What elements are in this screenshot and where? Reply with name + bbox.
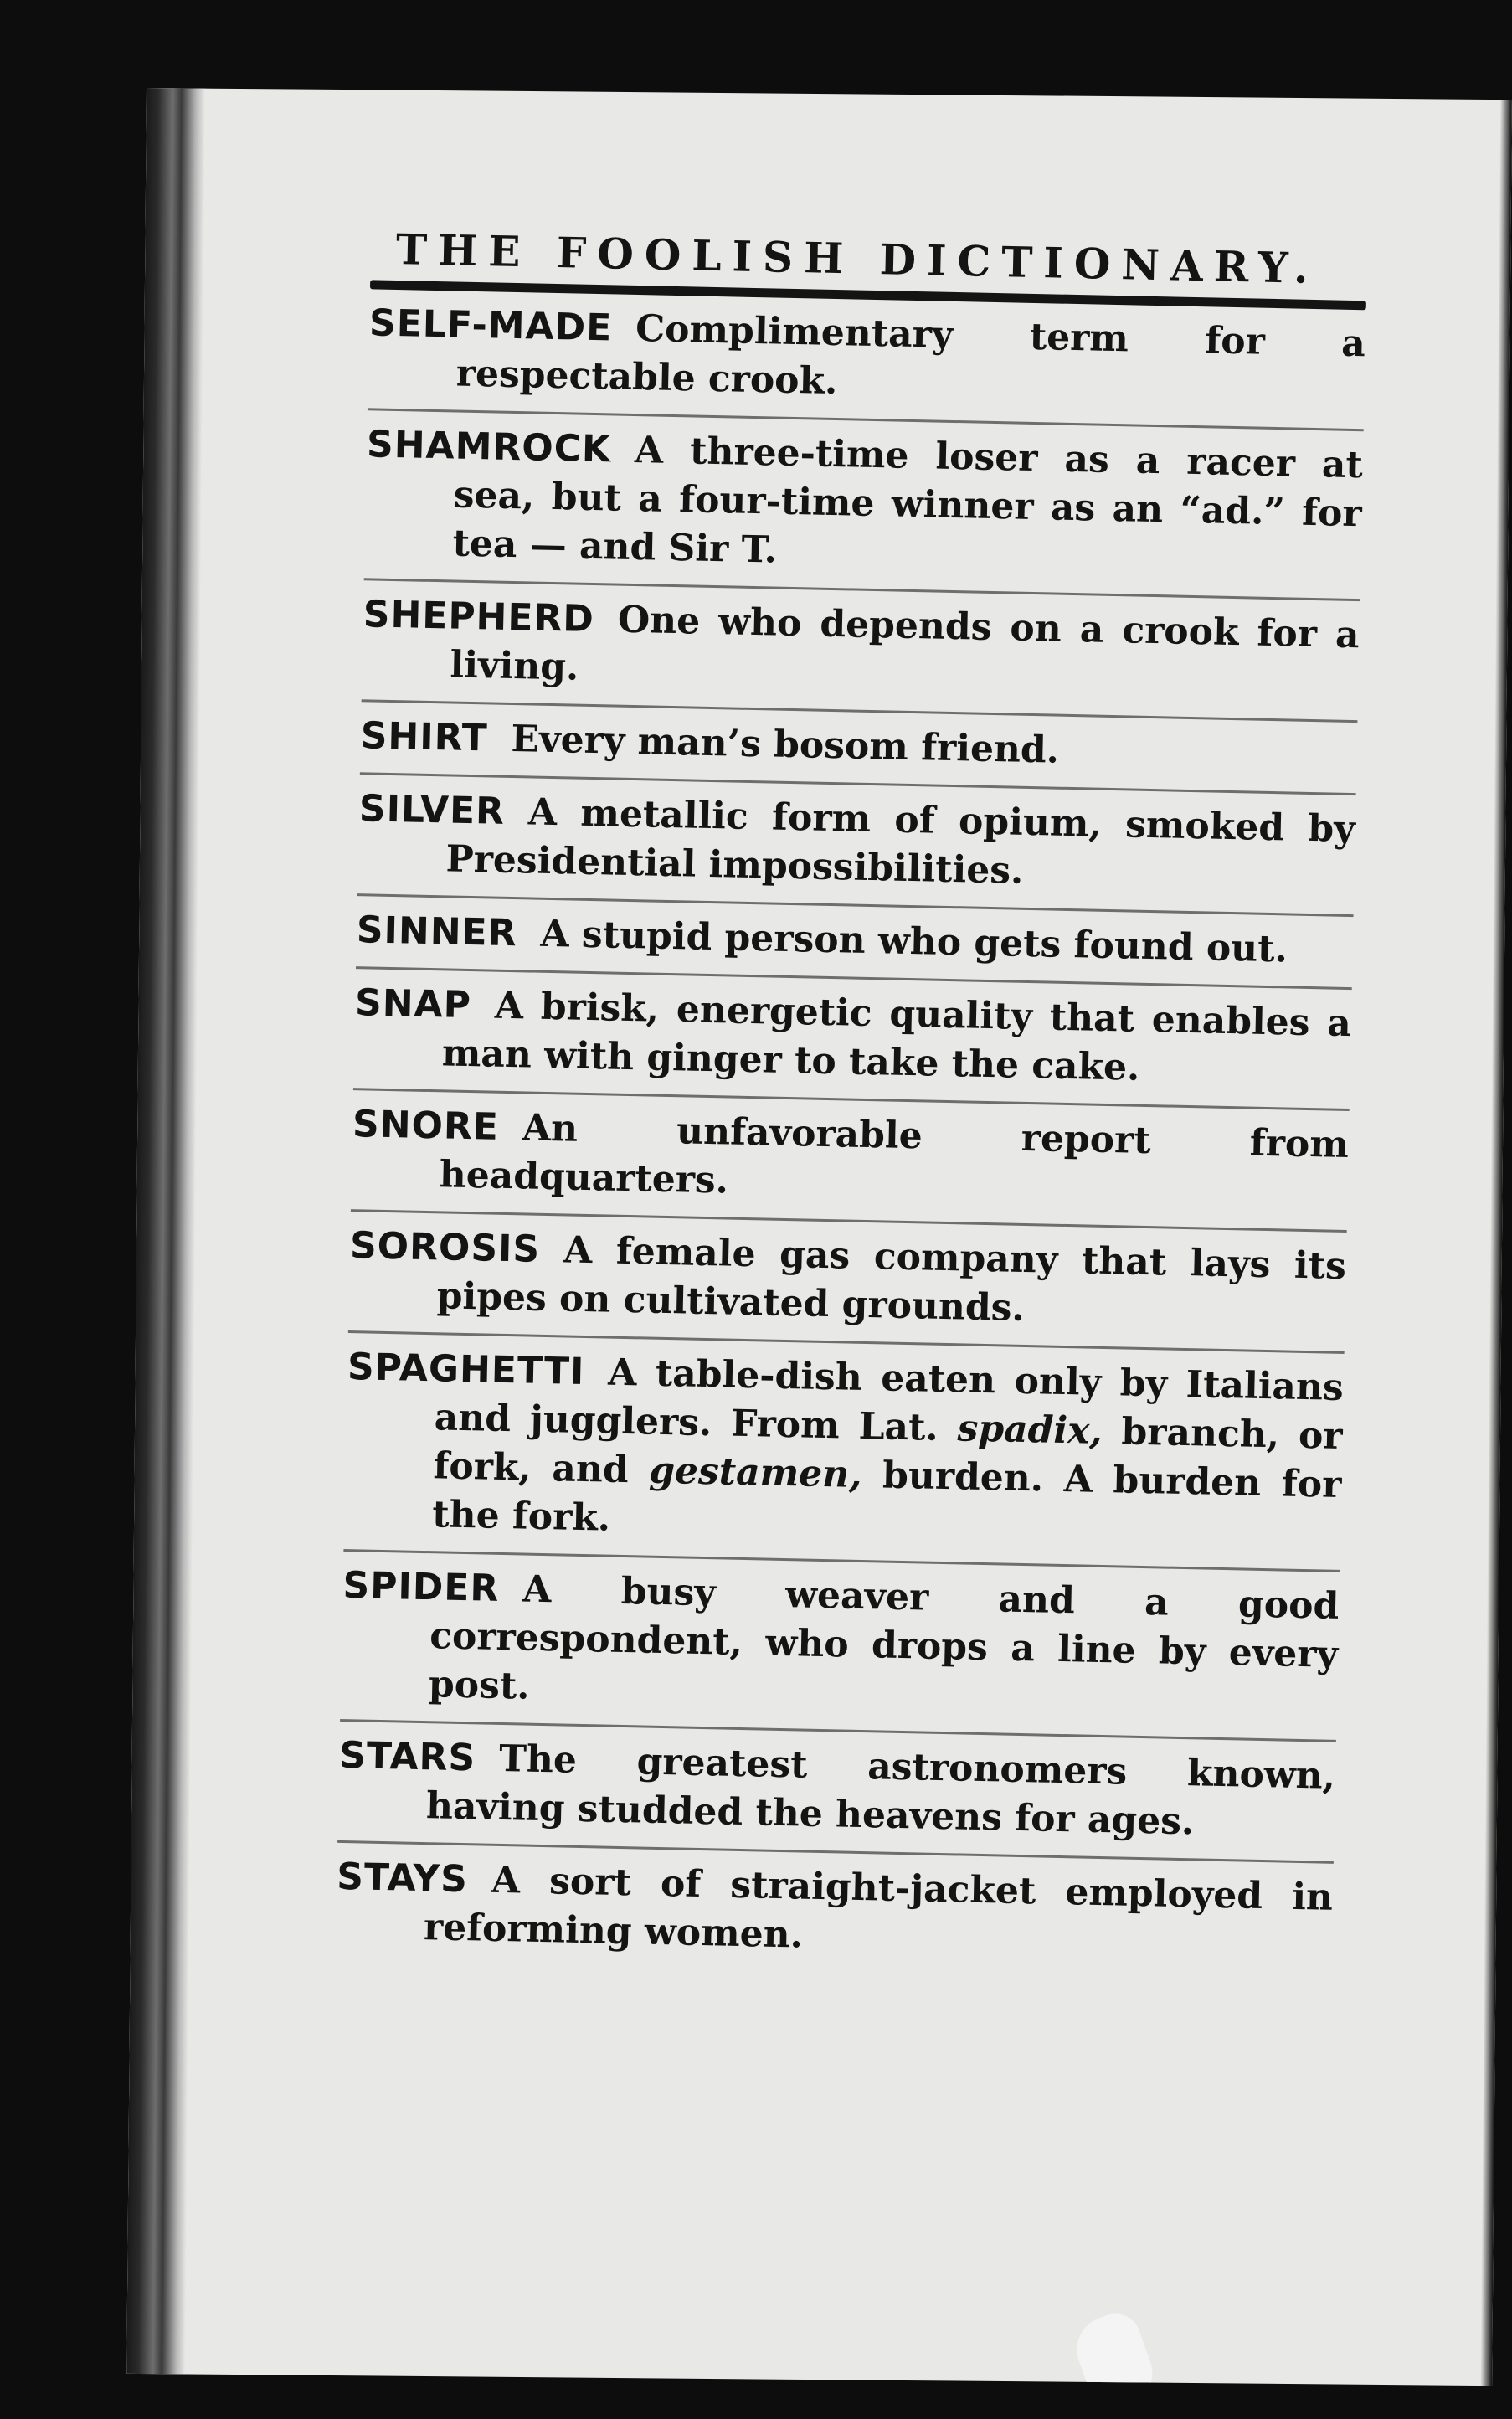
entry-etymon: spadix,: [957, 1407, 1103, 1453]
entry-text: [340, 1562, 1339, 1728]
entry-definition: The greatest astronomers known, having studded the heavens for ages.: [425, 1737, 1336, 1844]
entry-definition: A sort of straight-jacket employed in reforming women.: [423, 1858, 1334, 1957]
entry-term: SHEPHERD: [363, 593, 595, 641]
entry-text: [362, 590, 1360, 708]
entry-term: SINNER: [356, 908, 518, 955]
entry-text: [351, 1100, 1349, 1218]
running-header: THE FOOLISH DICTIONARY.: [395, 224, 1320, 294]
entry-definition: An unfavorable report from headquarters.: [439, 1106, 1350, 1202]
entry-definition: One who depends on a crook for a living.: [450, 598, 1360, 689]
entry: [348, 1212, 1347, 1351]
dictionary-content: [335, 224, 1367, 1982]
entry-text: [344, 1343, 1345, 1558]
entry-term: SELF-MADE: [368, 301, 613, 350]
page-edge-shadow: [1480, 100, 1512, 2386]
entry-term: SNORE: [352, 1103, 500, 1149]
entry-term: SILVER: [358, 787, 506, 833]
entry-definition: A metallic form of opium, smoked by Presidential impossibilities.: [445, 790, 1356, 893]
entry: [362, 580, 1360, 720]
entry-term: SNAP: [354, 981, 472, 1027]
entry: [335, 1843, 1334, 1983]
entry-text: [356, 906, 1353, 975]
entry: [351, 1090, 1350, 1230]
entry: [343, 1333, 1344, 1570]
book-spine: [126, 88, 205, 2375]
entry-definition: Complimentary term for a respectable crook.: [455, 306, 1366, 404]
book-page: [126, 88, 1512, 2386]
entry-definition: burden. A burden for the fork.: [431, 1453, 1342, 1540]
entry-definition: A three-time loser as a racer at sea, but a four-time winner as an “ad.” for tea — and Sir T.: [452, 429, 1364, 572]
entry-term: SOROSIS: [349, 1224, 541, 1271]
entry-term: SPAGHETTI: [347, 1346, 585, 1393]
entry-text: [335, 1853, 1333, 1971]
entry-text: [353, 979, 1351, 1097]
entry: [364, 410, 1364, 599]
entry-term: STARS: [338, 1733, 476, 1780]
entry-definition: A busy weaver and a good correspondent, who drops a line by every post.: [428, 1567, 1340, 1708]
paper-tear: [1067, 2307, 1161, 2386]
entry: [357, 775, 1356, 914]
entry: [337, 1722, 1336, 1861]
entry-definition: Every man’s bosom friend.: [511, 717, 1060, 772]
entry-term: SHIRT: [360, 714, 489, 760]
entry: [353, 969, 1352, 1109]
entry-text: [357, 785, 1355, 903]
entry-etymon: gestamen,: [648, 1449, 863, 1496]
entry-text: [337, 1732, 1335, 1850]
entry-text: [348, 1222, 1346, 1340]
entry-text: [368, 299, 1365, 417]
entry: [368, 289, 1366, 429]
entry: [340, 1552, 1340, 1740]
entry-definition: A female gas company that lays its pipes on cultivated grounds.: [436, 1228, 1347, 1330]
entry-term: SPIDER: [342, 1563, 500, 1610]
entry-definition: branch, or fork, and: [433, 1409, 1344, 1492]
entry-definition: A brisk, energetic quality that enables a man with ginger to take the cake.: [441, 984, 1352, 1089]
entry-term: STAYS: [336, 1855, 469, 1902]
entry-text: [364, 420, 1363, 587]
entry-term: SHAMROCK: [366, 423, 612, 471]
entry-definition: A table-dish eaten only by Italians and jugglers. From Lat.: [434, 1351, 1345, 1450]
entry-definition: A stupid person who gets found out.: [540, 912, 1288, 971]
entry-text: [360, 712, 1357, 781]
